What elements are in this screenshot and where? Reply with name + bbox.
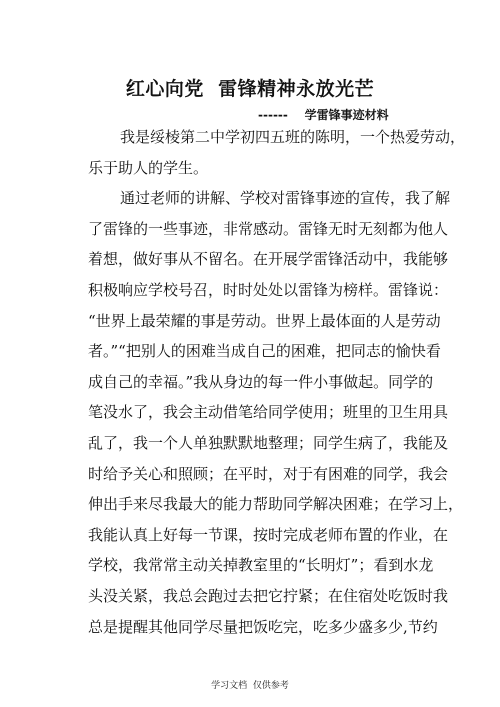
document-body	[88, 122, 466, 642]
text-line-11: 乱了，我一个人单独默默地整理；同学生病了，我能及	[88, 433, 449, 452]
document-subtitle: ------ 学雷锋事迹材料	[258, 108, 389, 122]
text-line-16: 头没关紧，我总会跑过去把它拧紧；在住宿处吃饭时我	[88, 586, 449, 605]
text-line-4: 了雷锋的一些事迹，非常感动。雷锋无时无刻都为他人	[88, 219, 449, 238]
text-line-13: 伸出手来尽我最大的能力帮助同学解决困难；在学习上，	[88, 495, 464, 514]
text-line-1: 我是绥棱第二中学初四五班的陈明，一个热爱劳动，	[120, 128, 466, 146]
document-title: 红心向党 雷锋精神永放光芒	[125, 78, 375, 100]
text-line-14: 我能认真上好每一节课，按时完成老师布置的作业，在	[88, 525, 449, 544]
text-line-9: 成自己的幸福。”我从身边的每一件小事做起。同学的	[88, 372, 434, 391]
text-line-3: 通过老师的讲解、学校对雷锋事迹的宣传，我了解	[120, 189, 451, 208]
text-line-12: 时给予关心和照顾；在平时，对于有困难的同学，我会	[88, 464, 449, 483]
text-line-2: 乐于助人的学生。	[88, 158, 209, 177]
text-line-15: 学校，我常常主动关掉教室里的“长明灯”；看到水龙	[88, 556, 434, 575]
text-line-7: “世界上最荣耀的事是劳动。世界上最体面的人是劳动	[88, 311, 441, 330]
text-line-8: 者。”“把别人的困难当成自己的困难，把同志的愉快看	[88, 342, 441, 361]
page-footer: 学习文档 仅供参考	[211, 681, 289, 691]
text-line-10: 笔没水了，我会主动借笔给同学使用；班里的卫生用具	[88, 403, 449, 422]
text-line-6: 积极响应学校号召，时时处处以雷锋为榜样。雷锋说：	[88, 280, 449, 299]
text-line-17: 总是提醒其他同学尽量把饭吃完，吃多少盛多少,节约	[88, 617, 438, 636]
text-line-5: 着想，做好事从不留名。在开展学雷锋活动中，我能够	[88, 250, 449, 269]
